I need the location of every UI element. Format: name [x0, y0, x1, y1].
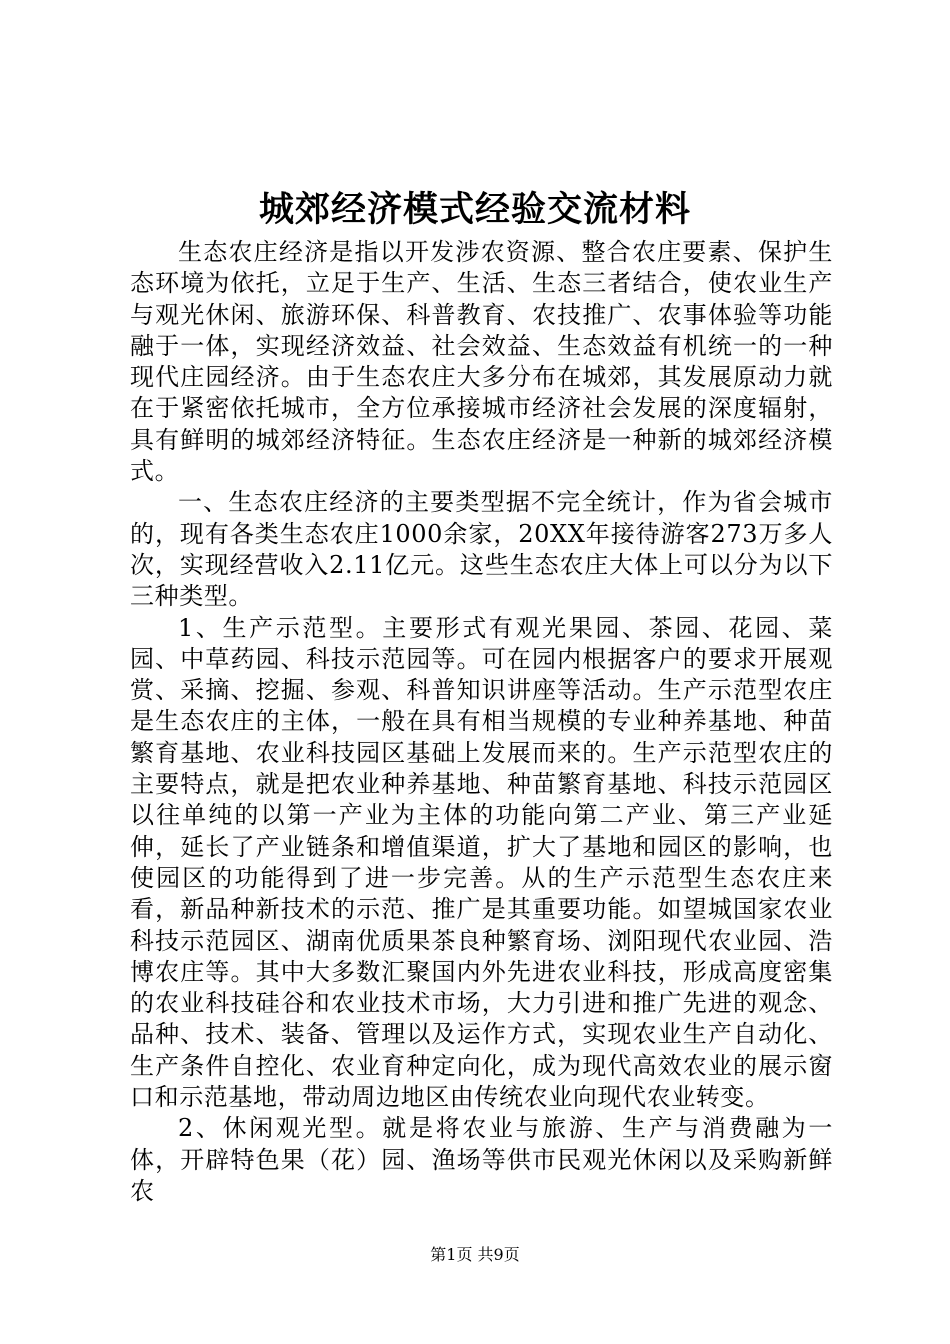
paragraph-section-one: 一、生态农庄经济的主要类型据不完全统计，作为省会城市的，现有各类生态农庄1000余家，20XX年接待游客273万多人次，实现经营收入2.11亿元。这些生态农庄大体上可以分为以下三种类型。 [130, 488, 833, 611]
paragraph-intro: 生态农庄经济是指以开发涉农资源、整合农庄要素、保护生态环境为依托，立足于生产、生活、生态三者结合，使农业生产与观光休闲、旅游环保、科普教育、农技推广、农事体验等功能融于一体，实现经济效益、社会效益、生态效益有机统一的一种现代庄园经济。由于生态农庄大多分布在城郊，其发展原动力就在于紧密依托城市，全方位承接城市经济社会发展的深度辐射，具有鲜明的城郊经济特征。生态农庄经济是一种新的城郊经济模式。 [130, 238, 833, 486]
paragraph-production-demo: 1、生产示范型。主要形式有观光果园、茶园、花园、菜园、中草药园、科技示范园等。可在园内根据客户的要求开展观赏、采摘、挖掘、参观、科普知识讲座等活动。生产示范型农庄是生态农庄的主体，一般在具有相当规模的专业种养基地、种苗繁育基地、农业科技园区基础上发展而来的。生产示范型农庄的主要特点，就是把农业种养基地、种苗繁育基地、科技示范园区以往单纯的以第一产业为主体的功能向第二产业、第三产业延伸，延长了产业链条和增值渠道，扩大了基地和园区的影响，也使园区的功能得到了进一步完善。从的生产示范型生态农庄来看，新品种新技术的示范、推广是其重要功能。如望城国家农业科技示范园区、湖南优质果茶良种繁育场、浏阳现代农业园、浩博农庄等。其中大多数汇聚国内外先进农业科技，形成高度密集的农业科技硅谷和农业技术市场，大力引进和推广先进的观念、品种、技术、装备、管理以及运作方式，实现农业生产自动化、生产条件自控化、农业育种定向化，成为现代高效农业的展示窗口和示范基地，带动周边地区由传统农业向现代农业转变。 [130, 613, 833, 1112]
page-number-footer: 第1页 共9页 [430, 1245, 520, 1264]
document-title: 城郊经济模式经验交流材料 [258, 189, 691, 230]
document-body [130, 237, 833, 1207]
paragraph-leisure-sightseeing: 2、休闲观光型。就是将农业与旅游、生产与消费融为一体，开辟特色果（花）园、渔场等供市民观光休闲以及采购新鲜农 [130, 1114, 833, 1205]
